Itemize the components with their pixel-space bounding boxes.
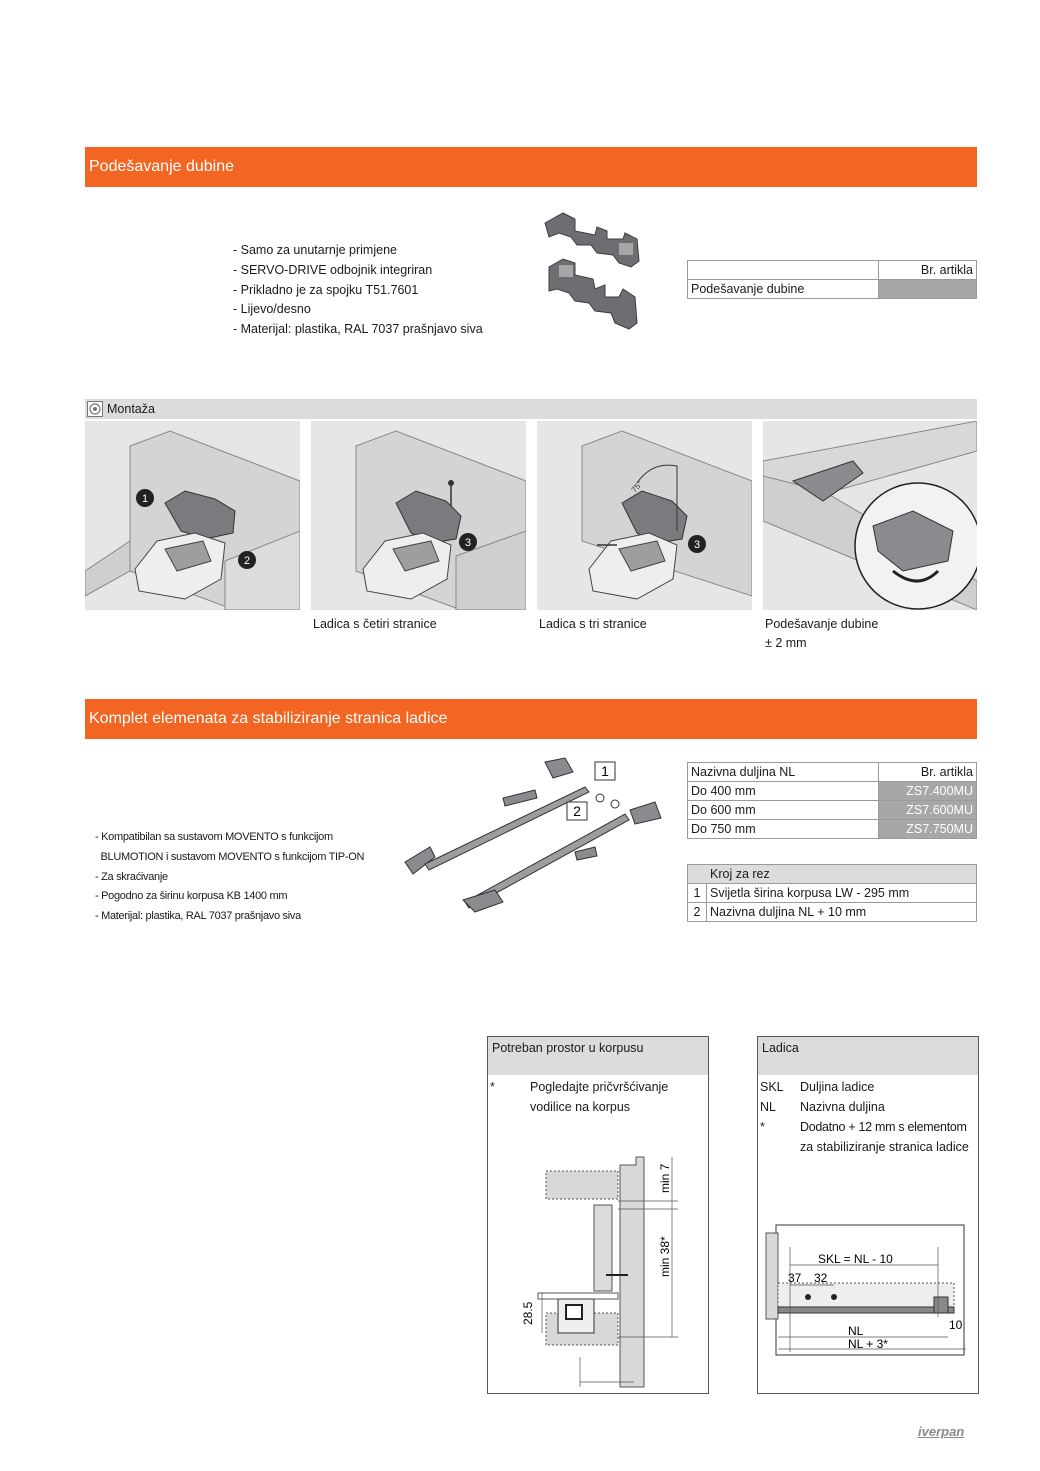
bullet: - Prikladno je za spojku T51.7601 bbox=[233, 282, 419, 297]
dim-nl: NL bbox=[848, 1324, 864, 1338]
legend-key: * bbox=[760, 1120, 765, 1134]
box-title: Potreban prostor u korpusu bbox=[488, 1037, 708, 1075]
depth-adjustment-bullets bbox=[233, 241, 483, 340]
assembly-step-panel bbox=[537, 421, 752, 610]
caption-three-sided: Ladica s tri stranice bbox=[539, 617, 647, 631]
dim-32: 32 bbox=[814, 1271, 828, 1285]
table-cell: Svijetla širina korpusa LW - 295 mm bbox=[707, 884, 977, 903]
diagram-label: 1 bbox=[601, 763, 609, 779]
cut-table bbox=[687, 864, 977, 922]
dim-min38: min 38* bbox=[658, 1236, 672, 1277]
table-cell-article bbox=[879, 280, 977, 299]
note-star: * bbox=[490, 1080, 495, 1094]
bullet: - SERVO-DRIVE odbojnik integriran bbox=[233, 262, 433, 277]
bullet: - Samo za unutarnje primjene bbox=[233, 243, 397, 257]
table-header: Nazivna duljina NL bbox=[688, 763, 879, 782]
table-cell: Do 600 mm bbox=[688, 801, 879, 820]
caption-four-sided: Ladica s četiri stranice bbox=[313, 617, 437, 631]
table-header-article: Br. artikla bbox=[879, 261, 977, 280]
table-cell-index: 1 bbox=[688, 884, 707, 903]
table-row bbox=[688, 782, 977, 801]
diagram-label: 2 bbox=[573, 803, 581, 819]
step-marker-label: 1 bbox=[141, 493, 149, 505]
depth-adjustment-table bbox=[687, 260, 977, 299]
table-cell: Do 400 mm bbox=[688, 782, 879, 801]
note-line: vodilice na korpus bbox=[530, 1100, 631, 1114]
caption-tolerance: ± 2 mm bbox=[765, 636, 807, 650]
bullet: BLUMOTION i sustavom MOVENTO s funkcijom TIP-ON bbox=[95, 850, 365, 863]
drawer-box bbox=[757, 1036, 979, 1394]
legend-value: Duljina ladice bbox=[800, 1080, 875, 1094]
dim-skl: SKL = NL - 10 bbox=[818, 1252, 893, 1266]
drawer-drawing bbox=[758, 1217, 978, 1367]
dim-28-5: 28.5 bbox=[521, 1301, 535, 1325]
section-title-depth-adjustment: Podešavanje dubine bbox=[85, 147, 977, 187]
legend-value: Nazivna duljina bbox=[800, 1100, 885, 1114]
legend-key: SKL bbox=[760, 1080, 784, 1094]
table-cell-article: ZS7.600MU bbox=[879, 801, 977, 820]
table-row bbox=[688, 820, 977, 839]
legend-key: NL bbox=[760, 1100, 776, 1114]
legend-value: Dodatno + 12 mm s elementom bbox=[800, 1120, 967, 1134]
iverpan-logo: iverpan bbox=[918, 1424, 965, 1439]
table-header-empty bbox=[688, 261, 879, 280]
legend-value: za stabiliziranje stranica ladice bbox=[800, 1140, 969, 1154]
table-cell-label: Podešavanje dubine bbox=[688, 280, 879, 299]
assembly-step-panel bbox=[763, 421, 977, 610]
table-row bbox=[688, 903, 977, 922]
table-cell: Do 750 mm bbox=[688, 820, 879, 839]
assembly-icon bbox=[87, 401, 103, 417]
dim-10: 10 bbox=[949, 1318, 963, 1332]
montaza-label: Montaža bbox=[107, 402, 155, 416]
stabilizer-bullets bbox=[95, 828, 364, 927]
assembly-step-panel bbox=[311, 421, 526, 610]
dim-nl-plus-3: NL + 3* bbox=[848, 1337, 888, 1351]
angle-label: 75° bbox=[629, 479, 645, 495]
nominal-length-table bbox=[687, 762, 977, 839]
section-title-stabilizer-kit: Komplet elemenata za stabiliziranje stranica ladice bbox=[85, 699, 977, 739]
table-cell-article: ZS7.750MU bbox=[879, 820, 977, 839]
dim-37: 37 bbox=[788, 1271, 802, 1285]
cut-table-header: Kroj za rez bbox=[688, 865, 977, 884]
caption-depth-adjust: Podešavanje dubine bbox=[765, 617, 879, 631]
table-row bbox=[688, 884, 977, 903]
bullet: - Za skraćivanje bbox=[95, 870, 168, 883]
cabinet-space-drawing bbox=[488, 1147, 708, 1392]
bullet: - Kompatibilan sa sustavom MOVENTO s funkcijom bbox=[95, 831, 333, 843]
note-line: Pogledajte pričvršćivanje bbox=[530, 1080, 669, 1094]
box-title: Ladica bbox=[758, 1037, 978, 1075]
stabilizer-kit-diagram bbox=[385, 752, 670, 920]
step-marker-label: 3 bbox=[693, 539, 701, 551]
bullet: - Materijal: plastika, RAL 7037 prašnjavo siva bbox=[233, 322, 483, 337]
bullet: - Materijal: plastika, RAL 7037 prašnjavo siva bbox=[95, 910, 301, 923]
step-marker-label: 2 bbox=[243, 555, 251, 567]
montaza-bar bbox=[85, 399, 977, 419]
depth-adjuster-product-image bbox=[535, 205, 650, 340]
table-cell: Nazivna duljina NL + 10 mm bbox=[707, 903, 977, 922]
dim-min7: min 7 bbox=[658, 1163, 672, 1193]
table-header: Br. artikla bbox=[879, 763, 977, 782]
table-cell-index: 2 bbox=[688, 903, 707, 922]
step-marker-label: 3 bbox=[464, 537, 472, 549]
table-row bbox=[688, 801, 977, 820]
cabinet-space-box bbox=[487, 1036, 709, 1394]
bullet: - Pogodno za širinu korpusa KB 1400 mm bbox=[95, 890, 288, 903]
assembly-step-panel bbox=[85, 421, 300, 610]
bullet: - Lijevo/desno bbox=[233, 302, 311, 317]
table-cell-article: ZS7.400MU bbox=[879, 782, 977, 801]
